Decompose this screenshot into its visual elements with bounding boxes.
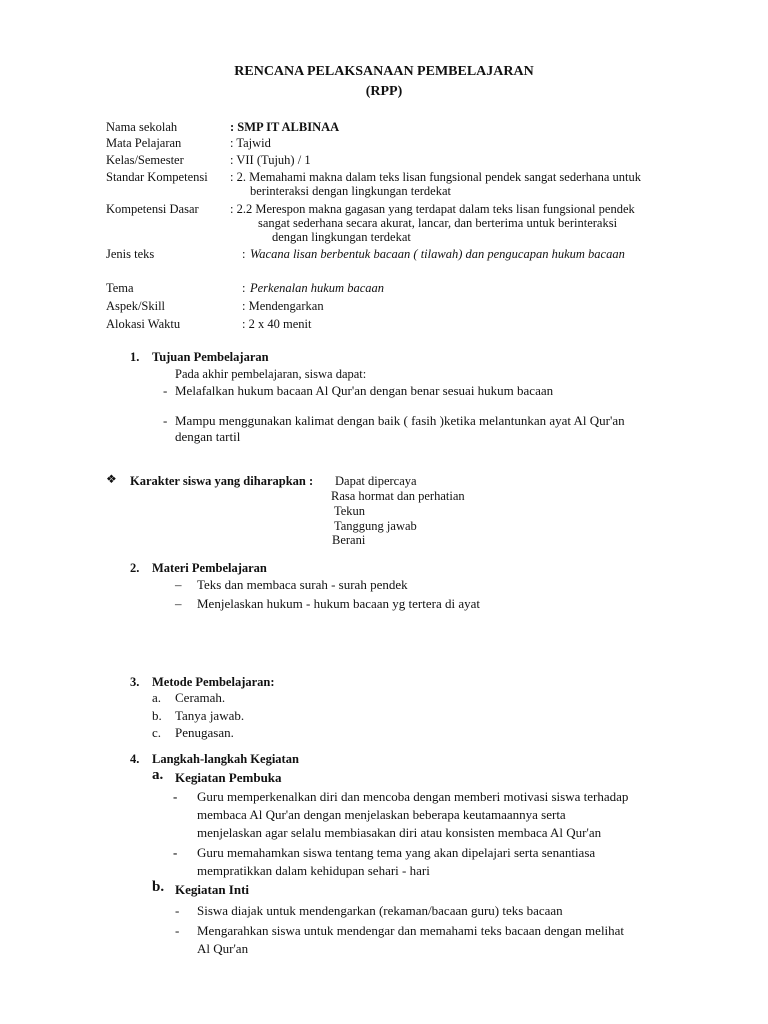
pembuka-item-2-line1: Guru memahamkan siswa tentang tema yang akan dipelajari serta senantiasa [197, 845, 596, 860]
aspek-label: Aspek/Skill [106, 299, 166, 313]
document-subtitle: (RPP) [365, 84, 403, 99]
sk-label: Standar Kompetensi [106, 170, 208, 184]
metode-marker: b. [152, 708, 162, 723]
kegiatan-inti-heading: Kegiatan Inti [175, 882, 250, 897]
aspek-value: : Mendengarkan [242, 299, 324, 313]
class-value: : VII (Tujuh) / 1 [230, 153, 311, 167]
kegiatan-pembuka-marker: a. [152, 767, 164, 783]
pembuka-item-1-line2: membaca Al Qur'an dengan menjelaskan beberapa keutamaannya serta [197, 807, 566, 822]
pembuka-bullet-2: - [173, 845, 178, 860]
karakter-trait: Tanggung jawab [334, 519, 417, 533]
metode-marker: c. [152, 725, 162, 740]
metode-heading: Metode Pembelajaran: [152, 675, 275, 689]
kd-value-line2: sangat sederhana secara akurat, lancar, dan berterima untuk berinteraksi [258, 216, 618, 230]
class-label: Kelas/Semester [106, 153, 184, 167]
tujuan-intro: Pada akhir pembelajaran, siswa dapat: [175, 367, 367, 381]
tujuan-bullet-1: - [163, 383, 168, 398]
langkah-number: 4. [130, 752, 140, 766]
pembuka-bullet-1: - [173, 789, 178, 804]
inti-item-1: Siswa diajak untuk mendengarkan (rekaman/bacaan guru) teks bacaan [197, 903, 563, 918]
inti-item-2-line1: Mengarahkan siswa untuk mendengar dan memahami teks bacaan dengan melihat [197, 923, 625, 938]
jenis-label: Jenis teks [106, 247, 155, 261]
materi-dash-2: – [175, 596, 182, 611]
kd-label: Kompetensi Dasar [106, 202, 199, 216]
school-label: Nama sekolah [106, 120, 178, 134]
inti-item-2-line2: Al Qur'an [197, 941, 249, 956]
tujuan-bullet-2: - [163, 413, 168, 428]
subject-value: : Tajwid [230, 136, 271, 150]
kd-value-line3: dengan lingkungan terdekat [272, 230, 411, 244]
metode-marker: a. [152, 690, 162, 705]
tujuan-item-1: Melafalkan hukum bacaan Al Qur'an dengan benar sesuai hukum bacaan [175, 383, 554, 398]
materi-item-1: Teks dan membaca surah - surah pendek [197, 577, 408, 592]
karakter-trait: Dapat dipercaya [335, 474, 417, 488]
subject-label: Mata Pelajaran [106, 136, 182, 150]
tema-value: Perkenalan hukum bacaan [250, 281, 384, 295]
inti-bullet-1: - [175, 903, 180, 918]
tujuan-heading: Tujuan Pembelajaran [152, 350, 269, 364]
document-title: RENCANA PELAKSANAAN PEMBELAJARAN [234, 64, 534, 79]
diamond-bullet-icon: ❖ [106, 472, 117, 486]
alokasi-label: Alokasi Waktu [106, 317, 181, 331]
langkah-heading: Langkah-langkah Kegiatan [152, 752, 299, 766]
materi-heading: Materi Pembelajaran [152, 561, 267, 575]
karakter-trait: Tekun [334, 504, 366, 518]
tujuan-item-2-line2: dengan tartil [175, 429, 241, 444]
materi-item-2: Menjelaskan hukum - hukum bacaan yg tertera di ayat [197, 596, 481, 611]
school-value: : SMP IT ALBINAA [230, 120, 340, 134]
materi-number: 2. [130, 561, 140, 575]
tujuan-item-2-line1: Mampu menggunakan kalimat dengan baik ( fasih )ketika melantunkan ayat Al Qur'an [175, 413, 625, 428]
jenis-colon: : [242, 247, 246, 261]
tujuan-number: 1. [130, 350, 140, 364]
inti-bullet-2: - [175, 923, 180, 938]
tema-label: Tema [106, 281, 134, 295]
karakter-heading: Karakter siswa yang diharapkan : [130, 474, 314, 488]
sk-value-line2: berinteraksi dengan lingkungan terdekat [250, 184, 451, 198]
jenis-value: Wacana lisan berbentuk bacaan ( tilawah) dan pengucapan hukum bacaan [250, 247, 625, 261]
pembuka-item-1-line1: Guru memperkenalkan diri dan mencoba dengan memberi motivasi siswa terhadap [197, 789, 629, 804]
karakter-trait: Berani [332, 533, 366, 547]
sk-value-line1: : 2. Memahami makna dalam teks lisan fungsional pendek sangat sederhana untuk [230, 170, 641, 184]
tema-colon: : [242, 281, 246, 295]
karakter-trait: Rasa hormat dan perhatian [331, 489, 465, 503]
metode-number: 3. [130, 675, 140, 689]
kd-value-line1: : 2.2 Merespon makna gagasan yang terdapat dalam teks lisan fungsional pendek [230, 202, 635, 216]
metode-item: Ceramah. [175, 690, 226, 705]
metode-item: Penugasan. [175, 725, 234, 740]
kegiatan-inti-marker: b. [152, 879, 165, 895]
pembuka-item-2-line2: mempratikkan dalam kehidupan sehari - hari [197, 863, 430, 878]
pembuka-item-1-line3: menjelaskan agar selalu membiasakan diri atau konsisten membaca Al Qur'an [197, 825, 602, 840]
metode-item: Tanya jawab. [175, 708, 245, 723]
kegiatan-pembuka-heading: Kegiatan Pembuka [175, 770, 282, 785]
alokasi-value: : 2 x 40 menit [242, 317, 312, 331]
materi-dash-1: – [175, 577, 182, 592]
